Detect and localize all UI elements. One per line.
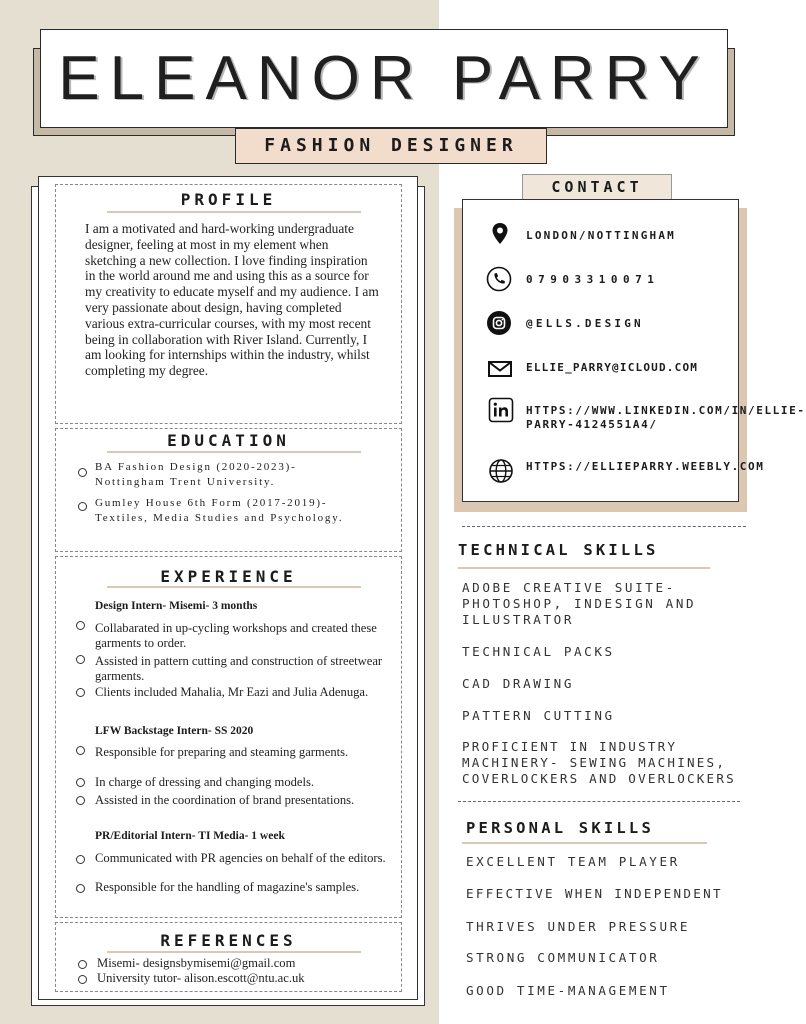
contact-linkedin-link[interactable]: HTTPS://WWW.LINKEDIN.COM/IN/ELLIE-PARRY-4124551A4/	[526, 404, 806, 431]
education-item: BA Fashion Design (2020-2023)- Nottingham Trent University.	[95, 461, 297, 488]
education-heading-underline	[107, 451, 361, 453]
contact-website-link[interactable]: HTTPS://ELLIEPARRY.WEEBLY.COM	[526, 460, 765, 473]
profile-heading: PROFILE	[180, 190, 277, 209]
job-title: PR/Editorial Intern- TI Media- 1 week	[95, 830, 285, 842]
experience-heading: EXPERIENCE	[160, 567, 297, 586]
bullet-icon	[76, 855, 85, 864]
location-pin-icon	[487, 221, 513, 247]
profile-text: I am a motivated and hard-working undergraduate designer, feeling at most in my element when sketching a new collection. I love finding inspiration in the world around me and using this as a source for my creativity to educate myself and my audience. I am very passionate about design, having completed various extra-curricular courses, with my most recent being in collaboration with River Island. Currently, I am looking for internships within the industry, whilst completing my degree.	[85, 221, 379, 379]
technical-skill-item: PATTERN CUTTING	[462, 708, 615, 723]
phone-icon	[486, 266, 512, 292]
divider	[458, 801, 740, 802]
job-title-banner: FASHION DESIGNER	[235, 128, 547, 164]
education-heading: EDUCATION	[167, 431, 290, 450]
contact-instagram-text: @ELLS.DESIGN	[526, 317, 644, 330]
bullet-icon	[78, 502, 87, 511]
contact-phone-text: 07903310071	[526, 273, 660, 286]
bullet-icon	[78, 468, 87, 477]
technical-skill-item: TECHNICAL PACKS	[462, 644, 615, 659]
email-icon	[487, 356, 513, 382]
job-title: Design Intern- Misemi- 3 months	[95, 600, 258, 612]
technical-skill-item: CAD DRAWING	[462, 676, 575, 691]
reference-item: Misemi- designsbymisemi@gmail.com	[97, 956, 296, 970]
candidate-name: ELEANOR PARRY	[58, 44, 710, 113]
contact-email-text: ELLIE_PARRY@ICLOUD.COM	[526, 361, 699, 374]
globe-icon	[488, 458, 514, 484]
divider	[462, 526, 746, 527]
bullet-icon	[78, 960, 87, 969]
job-item: Assisted in pattern cutting and construction of streetwear garments.	[95, 654, 383, 683]
linkedin-icon	[488, 397, 514, 423]
bullet-icon	[76, 688, 85, 697]
bullet-icon	[76, 621, 85, 630]
experience-heading-underline	[107, 586, 361, 588]
job-item: Responsible for preparing and steaming garments.	[95, 745, 349, 759]
bullet-icon	[76, 796, 85, 805]
job-item: Communicated with PR agencies on behalf of the editors.	[95, 851, 386, 865]
personal-skills-heading: PERSONAL SKILLS	[466, 819, 654, 837]
technical-skill-item: ADOBE CREATIVE SUITE- PHOTOSHOP, INDESIGN AND ILLUSTRATOR	[462, 580, 697, 627]
job-title: LFW Backstage Intern- SS 2020	[95, 725, 254, 737]
bullet-icon	[76, 655, 85, 664]
instagram-icon	[486, 310, 512, 336]
technical-skills-underline	[458, 567, 710, 569]
job-item: Assisted in the coordination of brand presentations.	[95, 793, 355, 807]
bullet-icon	[78, 975, 87, 984]
personal-skill-item: EXCELLENT TEAM PLAYER	[466, 854, 680, 869]
personal-skill-item: STRONG COMMUNICATOR	[466, 950, 660, 965]
technical-skills-heading: TECHNICAL SKILLS	[458, 541, 659, 559]
bullet-icon	[76, 746, 85, 755]
contact-heading: CONTACT	[522, 174, 672, 200]
job-item: Responsible for the handling of magazine's samples.	[95, 880, 360, 894]
references-heading-underline	[107, 951, 361, 953]
bullet-icon	[76, 778, 85, 787]
job-item: Clients included Mahalia, Mr Eazi and Julia Adenuga.	[95, 685, 369, 699]
personal-skill-item: THRIVES UNDER PRESSURE	[466, 919, 691, 934]
personal-skill-item: EFFECTIVE WHEN INDEPENDENT	[466, 886, 723, 901]
education-item: Gumley House 6th Form (2017-2019)- Textiles, Media Studies and Psychology.	[95, 497, 344, 524]
contact-location-text: LONDON/NOTTINGHAM	[526, 229, 676, 242]
personal-skills-underline	[462, 842, 707, 844]
technical-skill-item: PROFICIENT IN INDUSTRY MACHINERY- SEWING MACHINES, COVERLOCKERS AND OVERLOCKERS	[462, 739, 736, 786]
bullet-icon	[76, 884, 85, 893]
job-item: Collabarated in up-cycling workshops and created these garments to order.	[95, 621, 377, 650]
personal-skill-item: GOOD TIME-MANAGEMENT	[466, 983, 670, 998]
profile-heading-underline	[107, 211, 361, 213]
references-heading: REFERENCES	[160, 931, 297, 950]
job-item: In charge of dressing and changing models.	[95, 775, 315, 789]
reference-item: University tutor- alison.escott@ntu.ac.uk	[97, 971, 305, 985]
